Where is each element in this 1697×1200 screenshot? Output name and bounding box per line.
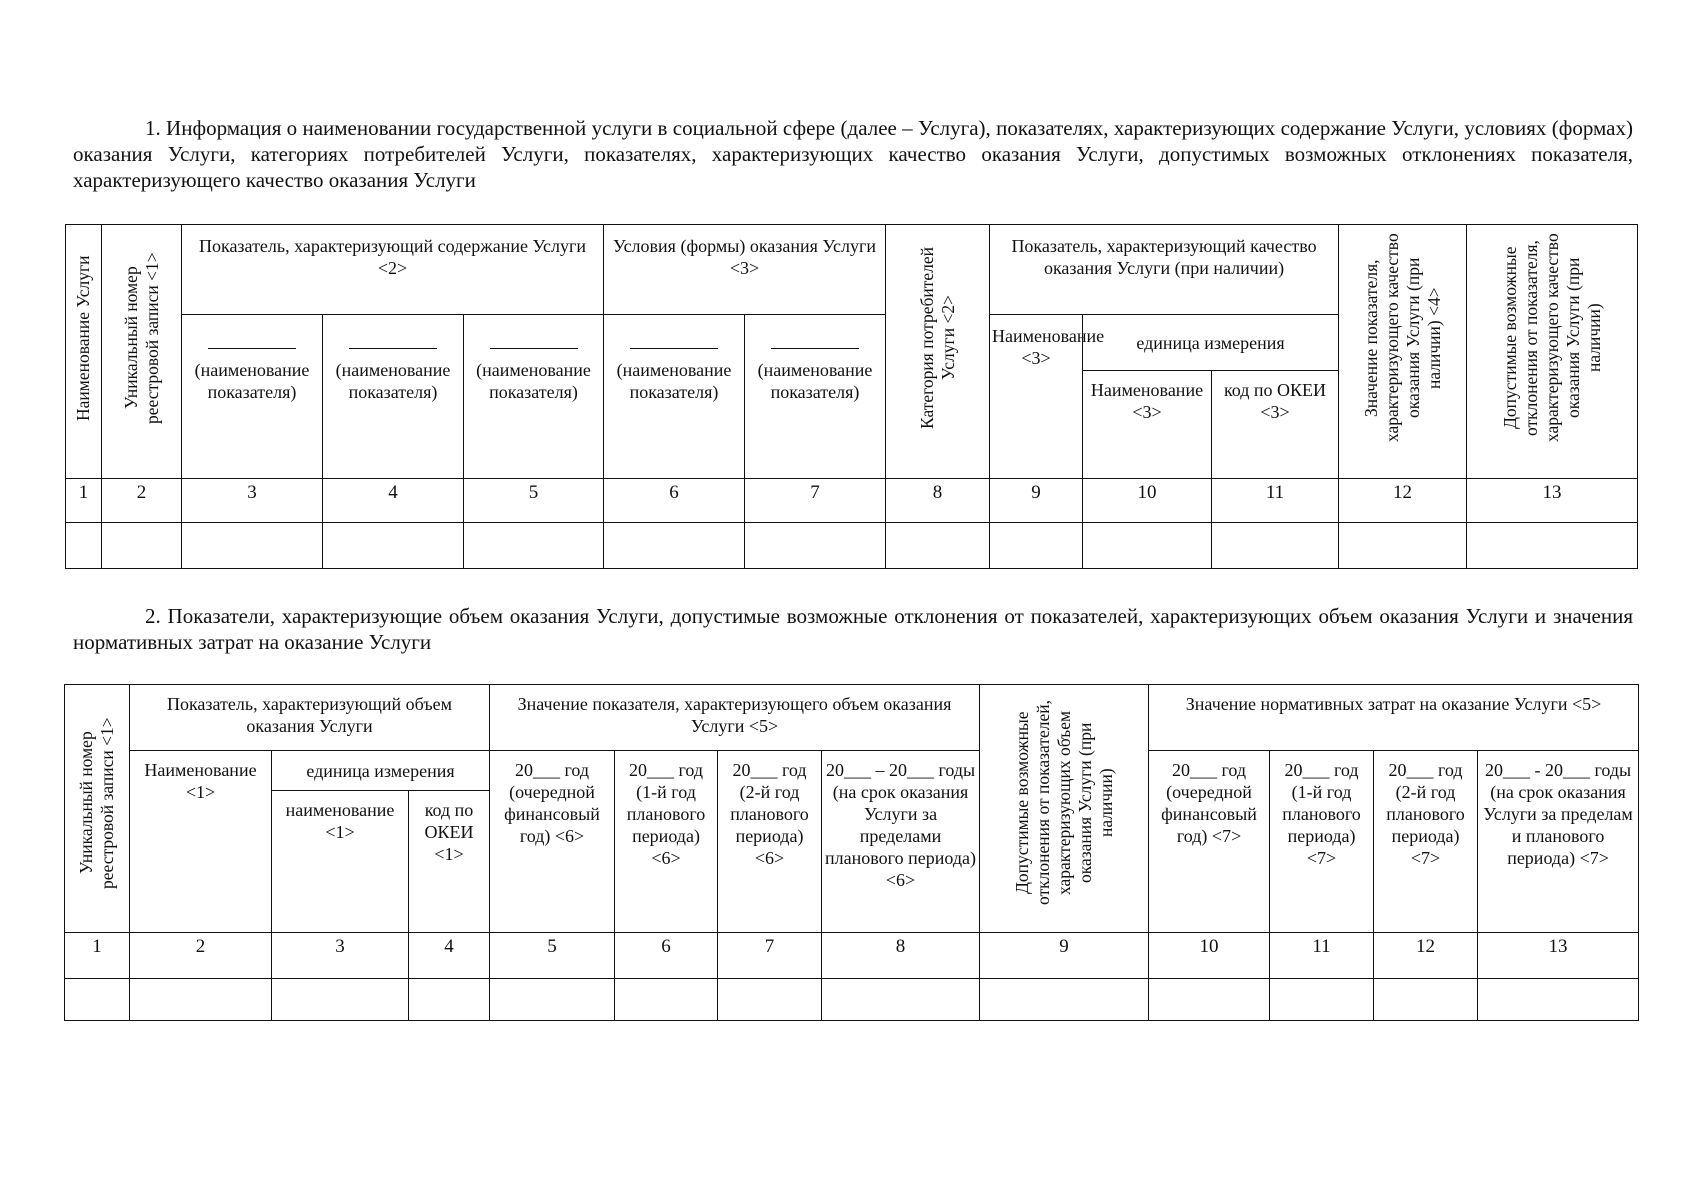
costs-year-current: 20___ год (очередной финансовый год) <7> (1149, 751, 1270, 933)
okei-code-header: код по ОКЕИ <1> (409, 791, 490, 933)
unit-header: единица измерения (272, 751, 490, 791)
registry-number-header: Уникальный номер реестровой записи <1> (102, 225, 182, 479)
unit-header: единица измерения (1083, 315, 1339, 371)
volume-value-header: Значение показателя, характеризующего объем оказания Услуги <5> (490, 685, 980, 751)
volume-year-plan-1: 20___ год (1-й год планового периода) <6> (615, 751, 718, 933)
empty-data-row (65, 979, 1639, 1021)
condition-indicator-2: (наименование показателя) (745, 315, 886, 479)
service-name-header: Наименование Услуги (66, 225, 102, 479)
quality-indicator-header: Показатель, характеризующий качество оказания Услуги (при наличии) (990, 225, 1339, 315)
volume-name-header: Наименование <1> (130, 751, 272, 933)
unit-name-header: наименование <1> (272, 791, 409, 933)
conditions-header: Условия (формы) оказания Услуги <3> (604, 225, 886, 315)
volume-indicator-header: Показатель, характеризующий объем оказания Услуги (130, 685, 490, 751)
volume-years-beyond: 20___ – 20___ годы (на срок оказания Услуги за пределами планового периода) <6> (822, 751, 980, 933)
normative-costs-header: Значение нормативных затрат на оказание Услуги <5> (1149, 685, 1639, 751)
volume-year-plan-2: 20___ год (2-й год планового периода) <6> (718, 751, 822, 933)
section-1-heading (73, 115, 1633, 193)
condition-indicator-1: (наименование показателя) (604, 315, 745, 479)
section-2-text: 2. Показатели, характеризующие объем оказания Услуги, допустимые возможные отклонения от показателей, характеризующих объем оказания Услуги и значения нормативных затрат на оказание Услуги (73, 604, 1633, 654)
column-numbers-row: 1 2 3 4 5 6 7 8 9 10 11 12 13 (66, 479, 1638, 523)
quality-deviation-header: Допустимые возможные отклонения от показателя, характеризующего качество оказания Услуги (при наличии) (1467, 225, 1638, 479)
costs-year-plan-1: 20___ год (1-й год планового периода) <7> (1270, 751, 1374, 933)
content-indicator-3: (наименование показателя) (464, 315, 604, 479)
quality-value-header: Значение показателя, характеризующего качество оказания Услуги (при наличии) <4> (1339, 225, 1467, 479)
content-indicator-1: (наименование показателя) (182, 315, 323, 479)
consumer-category-header: Категория потребителей Услуги <2> (886, 225, 990, 479)
quality-name-header: Наименование <3> (990, 315, 1083, 479)
volume-table (64, 684, 1639, 1021)
costs-year-plan-2: 20___ год (2-й год планового периода) <7> (1374, 751, 1478, 933)
content-indicator-header: Показатель, характеризующий содержание Услуги <2> (182, 225, 604, 315)
empty-data-row (66, 523, 1638, 569)
costs-years-beyond: 20___ - 20___ годы (на срок оказания Услуги за пределам и планового периода) <7> (1478, 751, 1639, 933)
quality-table (65, 224, 1638, 569)
volume-year-current: 20___ год (очередной финансовый год) <6> (490, 751, 615, 933)
volume-deviation-header: Допустимые возможные отклонения от показателей, характеризующих объем оказания Услуги (при наличии) (980, 685, 1149, 933)
content-indicator-2: (наименование показателя) (323, 315, 464, 479)
unit-name-header: Наименование <3> (1083, 371, 1212, 479)
section-1-text: 1. Информация о наименовании государственной услуги в социальной сфере (далее – Услуга), показателях, характеризующих содержание Услуги, условиях (формах) оказания Услуги, категориях потребителей Услуги, показателях, характеризующих качество оказания Услуги, допустимых возможных отклонениях показателя, характеризующего качество оказания Услуги (73, 116, 1633, 192)
section-2-heading (73, 603, 1633, 655)
column-numbers-row: 1 2 3 4 5 6 7 8 9 10 11 12 13 (65, 933, 1639, 979)
okei-code-header: код по ОКЕИ <3> (1212, 371, 1339, 479)
registry-number-header: Уникальный номер реестровой записи <1> (65, 685, 130, 933)
